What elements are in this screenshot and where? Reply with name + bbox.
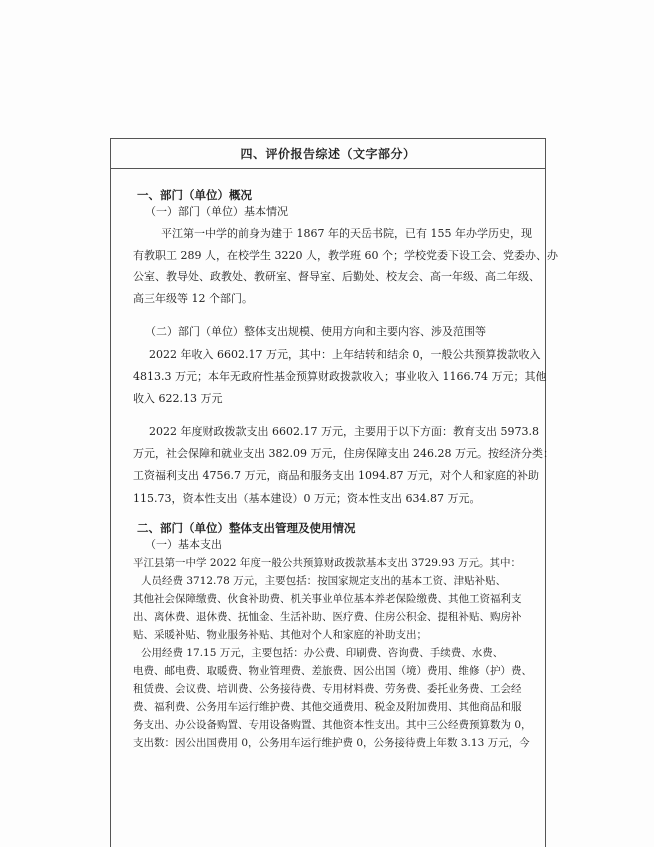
section1-heading: 一、部门（单位）概况 xyxy=(137,188,252,202)
section2-paragraph1-line: 贴、采暖补贴、物业服务补贴、其他对个人和家庭的补助支出； xyxy=(133,629,427,641)
section1-paragraph1-line: 平江第一中学的前身为建于 1867 年的天岳书院，已有 155 年办学历史，现 xyxy=(161,227,532,240)
section2-paragraph2-line: 费、福利费、公务用车运行维护费、其他交通费用、税金及附加费用、其他商品和服 xyxy=(133,701,522,713)
section2-paragraph2-line: 支出数：因公出国费用 0，公务用车运行维护费 0，公务接待费上年数 3.13 万元，今 xyxy=(133,737,530,749)
section2-paragraph1-line: 人员经费 3712.78 万元，主要包括：按国家规定支出的基本工资、津贴补贴、 xyxy=(141,575,507,587)
section1-paragraph1-line: 有教职工 289 人，在校学生 3220 人，教学班 60 个；学校党委下设工会、党委办、办 xyxy=(133,249,558,262)
report-table-frame xyxy=(110,138,558,847)
section1-paragraph2-line: 4813.3 万元；本年无政府性基金预算财政拨款收入；事业收入 1166.74 万元；其他 xyxy=(133,370,547,383)
section2-paragraph1-line: 其他社会保障缴费、伙食补助费、机关事业单位基本养老保险缴费、其他工资福利支 xyxy=(133,593,522,605)
section1-paragraph3-line: 万元，社会保障和就业支出 382.09 万元，住房保障支出 246.28 万元。按经济分类： xyxy=(133,447,554,460)
section1-paragraph1-line: 高三年级等 12 个部门。 xyxy=(133,292,253,305)
section1-subheading-2: （二）部门（单位）整体支出规模、使用方向和主要内容、涉及范围等 xyxy=(145,325,486,338)
section2-paragraph1-line: 出、离休费、退休费、抚恤金、生活补助、医疗费、住房公积金、提租补贴、购房补 xyxy=(133,611,522,623)
section1-paragraph1-line: 公室、教导处、政教处、教研室、督导室、后勤处、校友会、高一年级、高二年级、 xyxy=(133,270,540,283)
section1-subheading-1: （一）部门（单位）基本情况 xyxy=(145,205,288,218)
section2-paragraph2-line: 租赁费、会议费、培训费、公务接待费、专用材料费、劳务费、委托业务费、工会经 xyxy=(133,683,522,695)
section2-paragraph2-line: 务支出、办公设备购置、专用设备购置、其他资本性支出。其中三公经费预算数为 0， xyxy=(133,719,532,731)
section2-paragraph2-line: 电费、邮电费、取暖费、物业管理费、差旅费、因公出国（境）费用、维修（护）费、 xyxy=(133,665,532,677)
section2-heading: 二、部门（单位）整体支出管理及使用情况 xyxy=(137,521,356,535)
section1-paragraph3-line: 115.73，资本性支出（基本建设）0 万元；资本性支出 634.87 万元。 xyxy=(133,492,481,505)
section1-paragraph2-line: 2022 年收入 6602.17 万元，其中：上年结转和结余 0，一般公共预算拨款收入 xyxy=(149,348,541,361)
report-title: 四、评价报告综述（文字部分） xyxy=(111,139,545,169)
section1-paragraph3-line: 工资福利支出 4756.7 万元，商品和服务支出 1094.87 万元，对个人和家庭的补助 xyxy=(133,469,539,482)
section1-paragraph2-line: 收入 622.13 万元 xyxy=(133,392,223,405)
section2-paragraph2-line: 公用经费 17.15 万元，主要包括：办公费、印刷费、咨询费、手续费、水费、 xyxy=(141,647,504,659)
section1-paragraph3-line: 2022 年度财政拨款支出 6602.17 万元，主要用于以下方面：教育支出 5973.8 xyxy=(149,425,539,438)
section2-subheading-1: （一）基本支出 xyxy=(145,538,222,551)
section2-paragraph1-line: 平江县第一中学 2022 年度一般公共预算财政拨款基本支出 3729.93 万元。其中： xyxy=(133,557,521,569)
